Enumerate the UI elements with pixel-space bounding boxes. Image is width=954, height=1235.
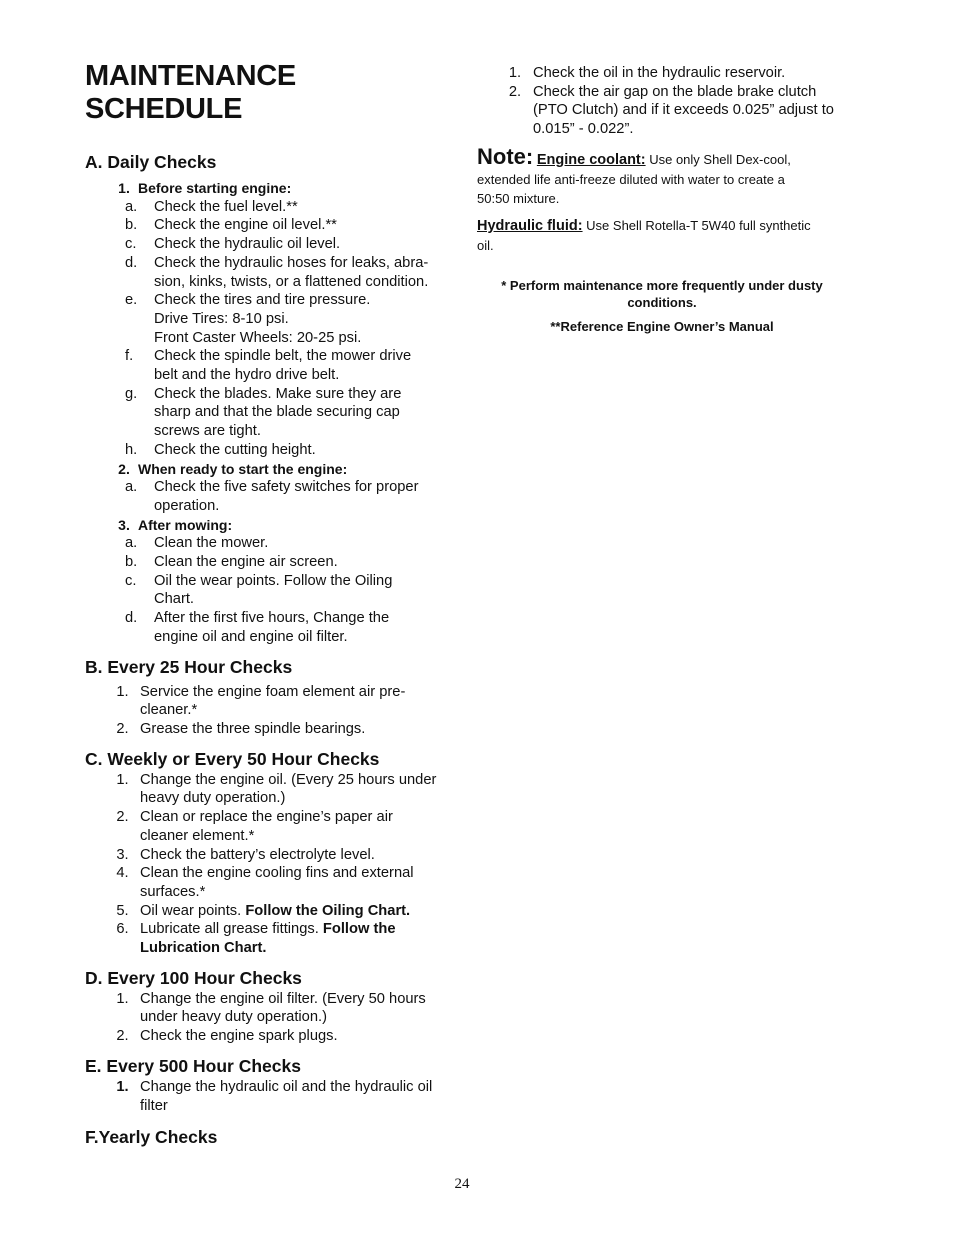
group-heading: 3. After mowing: — [118, 516, 233, 533]
section-heading: E. Every 500 Hour Checks — [85, 1055, 301, 1076]
list-item: b. Clean the engine air screen. — [125, 554, 338, 571]
list-item: a. Check the five safety switches for proper — [125, 479, 419, 496]
coolant-label: Engine coolant: — [536, 151, 646, 168]
group-heading: 2. When ready to start the engine: — [118, 460, 348, 477]
list-item: 1. Service the engine foam element air pre- — [116, 683, 406, 700]
list-item: 2. Check the engine spark plugs. — [116, 1028, 338, 1045]
list-item-continuation: heavy duty operation.) — [140, 790, 286, 807]
list-item-continuation: sharp and that the blade securing cap — [154, 404, 400, 421]
group-heading: 1. Before starting engine: — [118, 180, 292, 196]
list-item: 1. Check the oil in the hydraulic reservoir. — [508, 65, 786, 81]
list-item-continuation: belt and the hydro drive belt. — [154, 367, 340, 384]
list-item-continuation: surfaces.* — [140, 883, 206, 900]
left-column — [85, 60, 455, 1152]
list-item-continuation: operation. — [154, 497, 220, 514]
list-item: a. Clean the mower. — [125, 535, 269, 552]
list-item-continuation: Lubrication Chart. — [140, 940, 267, 957]
note-label: Note: — [477, 143, 534, 169]
list-item: 6. Lubricate all grease fittings. Follow the — [116, 921, 396, 938]
list-item-continuation: cleaner.* — [140, 702, 198, 719]
list-item: f. Check the spindle belt, the mower drive — [125, 348, 412, 365]
section-heading: C. Weekly or Every 50 Hour Checks — [85, 748, 380, 769]
page-title: MAINTENANCE SCHEDULE — [85, 60, 296, 125]
list-item: 2. Check the air gap on the blade brake clutch — [508, 83, 817, 100]
hydraulic-note: Hydraulic fluid: Use Shell Rotella-T 5W40 full synthetic oil. — [477, 217, 811, 253]
list-item-continuation: 0.015” - 0.022”. — [533, 121, 634, 138]
section-heading: F.Yearly Checks — [85, 1127, 218, 1148]
section-yearly-checks — [85, 1127, 455, 1148]
list-item: d. After the first five hours, Change the — [125, 610, 390, 627]
list-item-continuation: cleaner element.* — [140, 827, 255, 844]
list-item-continuation: Chart. — [154, 591, 194, 608]
list-item: h. Check the cutting height. — [125, 441, 316, 458]
list-item: 2. Clean or replace the engine’s paper air — [116, 809, 393, 826]
list-item-continuation: Drive Tires: 8-10 psi. — [154, 310, 289, 327]
list-item: 2. Grease the three spindle bearings. — [116, 720, 366, 737]
page-number: 24 — [454, 1176, 470, 1192]
list-item-continuation: (PTO Clutch) and if it exceeds 0.025” adjust to — [533, 102, 834, 119]
list-item-continuation: screws are tight. — [154, 423, 261, 440]
list-item: 1. Change the engine oil filter. (Every 50 hours — [116, 990, 426, 1007]
section-heading: B. Every 25 Hour Checks — [85, 656, 293, 677]
reference-note: **Reference Engine Owner’s Manual — [550, 318, 774, 334]
list-item-continuation: under heavy duty operation.) — [140, 1009, 327, 1026]
list-item: 1. Change the hydraulic oil and the hydraulic oil — [116, 1078, 433, 1095]
list-item-continuation: Front Caster Wheels: 20-25 psi. — [154, 329, 362, 346]
right-column — [477, 64, 847, 334]
list-item: e. Check the tires and tire pressure. — [125, 292, 371, 309]
hydraulic-label: Hydraulic fluid: — [477, 217, 583, 234]
section-100-hour-checks — [85, 968, 455, 1046]
section-500-hour-checks — [85, 1056, 455, 1115]
list-item: 5. Oil wear points. Follow the Oiling Chart. — [116, 902, 411, 919]
list-item: b. Check the engine oil level.** — [125, 217, 337, 234]
list-item: d. Check the hydraulic hoses for leaks, abra- — [125, 254, 429, 271]
yearly-list — [477, 64, 847, 139]
list-item: 1. Change the engine oil. (Every 25 hours under — [116, 771, 437, 788]
section-daily-checks — [85, 152, 455, 647]
list-item: c. Check the hydraulic oil level. — [125, 236, 341, 253]
list-item: a. Check the fuel level.** — [125, 198, 298, 215]
list-item-continuation: filter — [140, 1097, 168, 1114]
coolant-note: Note: Engine coolant: Use only Shell Dex-cool, extended life anti-freeze diluted with water to create a 50:50 mixture. — [477, 143, 791, 206]
section-50-hour-checks — [85, 749, 455, 958]
section-heading: D. Every 100 Hour Checks — [85, 967, 302, 988]
dusty-conditions-note: * Perform maintenance more frequently under dusty conditions. — [501, 277, 823, 310]
list-item-continuation: sion, kinks, twists, or a flattened condition. — [154, 273, 429, 290]
list-item-continuation: engine oil and engine oil filter. — [154, 628, 348, 645]
section-25-hour-checks — [85, 657, 455, 739]
list-item: 4. Clean the engine cooling fins and external — [116, 865, 414, 882]
list-item: c. Oil the wear points. Follow the Oiling — [125, 572, 393, 589]
section-heading: A. Daily Checks — [85, 152, 217, 172]
list-item: g. Check the blades. Make sure they are — [125, 385, 402, 402]
list-item: 3. Check the battery’s electrolyte level. — [116, 846, 375, 863]
